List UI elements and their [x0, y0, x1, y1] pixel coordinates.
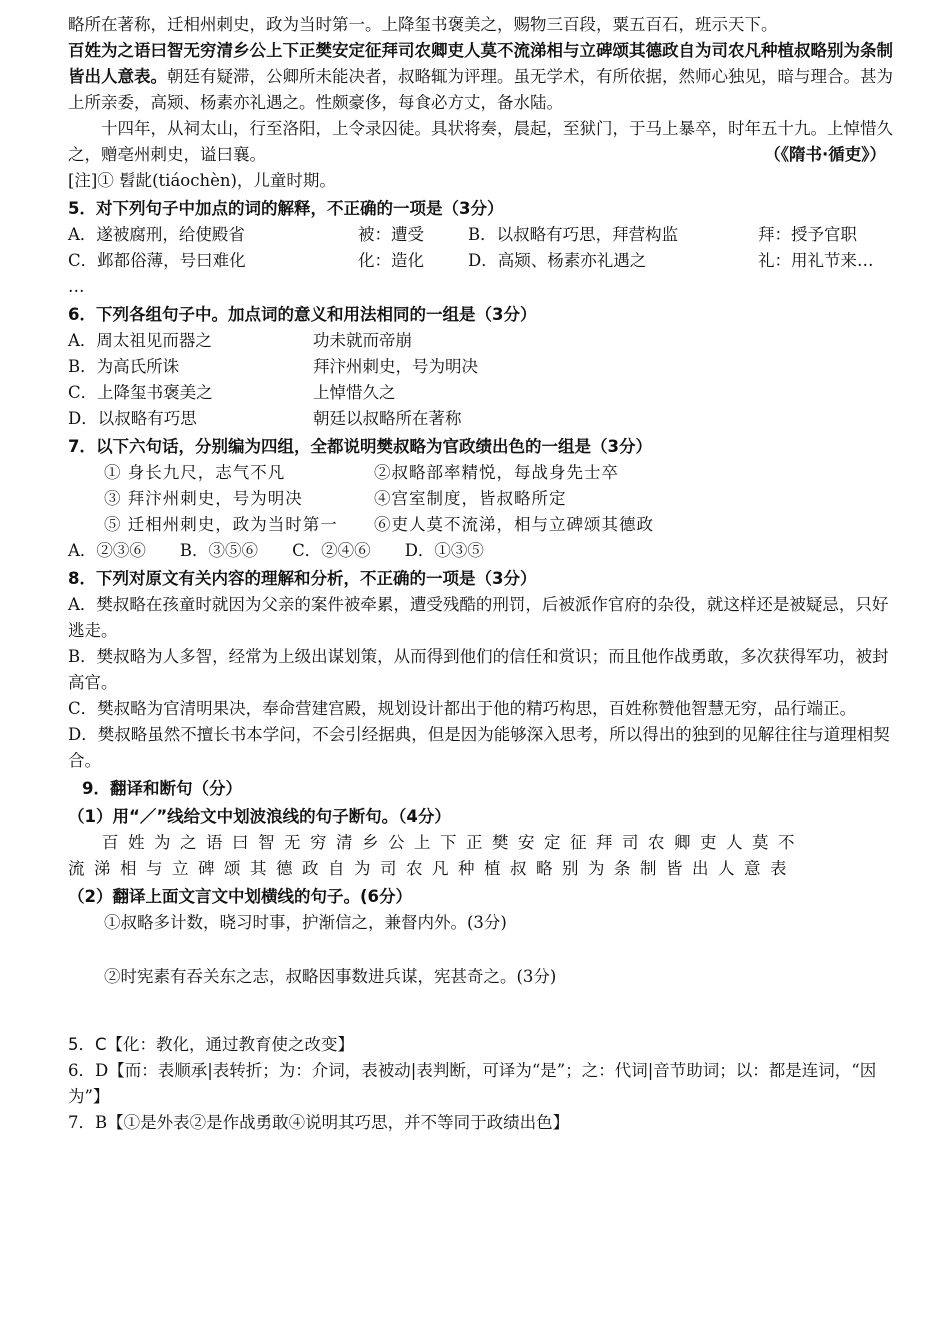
q6-option-b-right: 拜汴州刺史，号为明决: [313, 357, 478, 376]
q7-item: ⑥吏人莫不流涕，相与立碑颂其德政: [374, 515, 654, 534]
q5-option-c: C．邺都俗薄，号曰难化: [68, 251, 246, 270]
passage-line: 略所在著称，迁相州刺史，政为当时第一。上降玺书褒美之，赐物三百段，粟五百石，班示天下。: [68, 15, 778, 34]
q6-option-row: [68, 354, 898, 380]
q8-option-c: C．樊叔略为官清明果决，奉命营建宫殿，规划设计都出于他的精巧构思，百姓称赞他智慧无穷，品行端正。: [68, 699, 857, 718]
q7-item: ④宫室制度，皆叔略所定: [374, 489, 567, 508]
q7-item: ②叔略部率精悦，每战身先士卒: [374, 463, 619, 482]
q5-option-d: D．高颎、杨素亦礼遇之: [468, 251, 647, 270]
question-5-options-row-2: [68, 248, 898, 274]
answer-space: [68, 990, 898, 1018]
q6-option-c-right: 上悼惜久之: [313, 383, 396, 402]
q7-item: ① 身长九尺，志气不凡: [104, 463, 286, 482]
passage-continuation: 朝廷有疑滞，公卿所未能决者，叔略辄为评理。虽无学术，有所依据，然师心独见，暗与理合。甚为上所亲委，高颎、杨素亦礼遇之。性颇豪侈，每食必方丈，备水陆。: [68, 67, 893, 112]
q7-item: ③ 拜汴州刺史，号为明决: [104, 489, 303, 508]
q6-option-d-left: D．以叔略有巧思: [68, 409, 197, 428]
q7-items-row: [68, 486, 898, 512]
q5-option-c-gloss: 化：造化: [358, 251, 424, 270]
q5-option-d-gloss: 礼：用礼节来…: [758, 251, 874, 270]
q8-option-a: A．樊叔略在孩童时就因为父亲的案件被牵累，遭受残酷的刑罚，后被派作官府的杂役，就这样还是被疑忌，只好逃走。: [68, 595, 889, 640]
q7-choice-d: D．①③⑤: [404, 541, 484, 560]
q5-ellipsis: …: [68, 277, 85, 296]
passage-paragraph-2: [68, 116, 898, 168]
q9-sub-question-2: （2）翻译上面文言文中划横线的句子。(6分）: [68, 887, 413, 906]
document-page: [68, 12, 898, 1136]
q5-option-a-gloss: 被：遭受: [358, 225, 424, 244]
q6-option-a-left: A．周太祖见而器之: [68, 331, 212, 350]
q9-punctuation-line-2: 流涕相与立碑颂其德政自为司农凡种植叔略别为条制皆出人意表: [68, 859, 796, 878]
q9-punctuation-line-1: 百姓为之语曰智无穷清乡公上下正樊安定征拜司农卿吏人莫不: [102, 833, 804, 852]
q9-sub-question-1: （1）用“／”线给文中划波浪线的句子断句。（4分）: [68, 807, 451, 826]
q5-option-b-gloss: 拜：授予官职: [758, 225, 857, 244]
q7-items-row: [68, 460, 898, 486]
question-7-title: 7．以下六句话，分别编为四组，全都说明樊叔略为官政绩出色的一组是（3分）: [68, 437, 652, 456]
answer-space: [68, 936, 898, 964]
q6-option-b-left: B．为高氏所诛: [68, 357, 180, 376]
q6-option-c-left: C．上降玺书褒美之: [68, 383, 213, 402]
q7-choice-a: A．②③⑥: [68, 541, 146, 560]
q9-translation-1: ①叔略多计数，晓习时事，护渐信之，兼督内外。(3分): [104, 913, 507, 932]
q5-option-b: B．以叔略有巧思，拜营构监: [468, 225, 679, 244]
answer-space: [68, 1018, 898, 1032]
q8-option-b: B．樊叔略为人多智，经常为上级出谋划策，从而得到他们的信任和赏识；而且他作战勇敢，多次获得军功，被封高官。: [68, 647, 889, 692]
answer-7: 7．B【①是外表②是作战勇敢④说明其巧思，并不等同于政绩出色】: [68, 1113, 570, 1132]
answer-5: 5．C【化：教化，通过教育使之改变】: [68, 1035, 355, 1054]
q6-option-a-right: 功未就而帝崩: [313, 331, 412, 350]
answer-6: 6．D【而：表顺承|表转折；为：介词，表被动|表判断，可译为“是”；之：代词|音节助词；以：都是连词，“因为”】: [68, 1061, 877, 1106]
q6-option-d-right: 朝廷以叔略所在著称: [313, 409, 462, 428]
q7-choices: [68, 538, 898, 564]
wavy-underlined-sentence: [68, 38, 898, 116]
q8-option-d: D．樊叔略虽然不擅长书本学问，不会引经据典，但是因为能够深入思考，所以得出的独到的见解往往与道理相契合。: [68, 725, 890, 770]
q5-option-a: A．遂被腐刑，给使殿省: [68, 225, 245, 244]
question-6-title: 6．下列各组句子中。加点词的意义和用法相同的一组是（3分）: [68, 305, 537, 324]
q7-item: ⑤ 迁相州刺史，政为当时第一: [104, 515, 338, 534]
passage-source: （《隋书·循吏》）: [764, 145, 886, 164]
wavy-sentence-text: 百姓为之语曰智无穷清乡公上下正樊安定征拜司农卿吏人莫不流涕相与立碑颂其德政自为司农凡种植叔略别为条制皆出人意表。: [68, 41, 893, 86]
question-5-options-row-1: [68, 222, 898, 248]
q9-translation-2: ②时宪素有吞关东之志，叔略因事数进兵谋，宪甚奇之。(3分): [104, 967, 557, 986]
question-9-title: 9．翻译和断句（分）: [82, 779, 242, 798]
passage-paragraph-2-text: 十四年，从祠太山，行至洛阳，上令录囚徒。具状将奏，晨起，至狱门，于马上暴卒，时年五十九。上悼惜久之，赠亳州刺史，谥曰襄。: [68, 119, 893, 164]
q6-option-row: [68, 328, 898, 354]
q6-option-row: [68, 380, 898, 406]
q6-option-row: [68, 406, 898, 432]
annotation-note: [注]① 髫龀(tiáochèn)，儿童时期。: [68, 171, 336, 190]
question-5-title: 5．对下列句子中加点的词的解释，不正确的一项是（3分）: [68, 199, 504, 218]
question-8-title: 8．下列对原文有关内容的理解和分析，不正确的一项是（3分）: [68, 569, 537, 588]
q7-choice-c: C．②④⑥: [292, 541, 371, 560]
q7-items-row: [68, 512, 898, 538]
q7-choice-b: B．③⑤⑥: [179, 541, 259, 560]
